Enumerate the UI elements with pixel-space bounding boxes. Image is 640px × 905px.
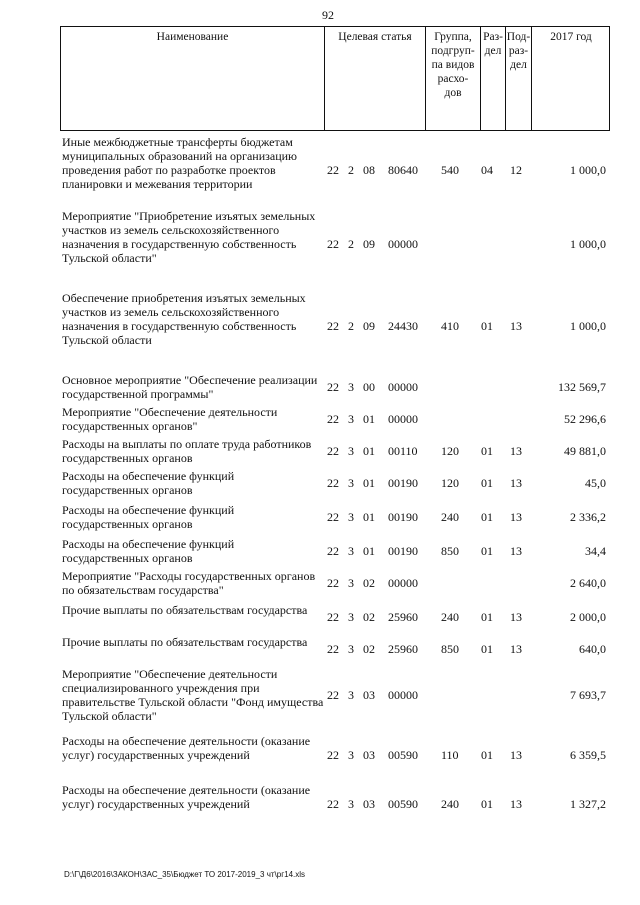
code-program: 22 — [327, 510, 339, 524]
code-event: 01 — [363, 476, 375, 490]
amount-2017: 2 640,0 — [570, 576, 606, 590]
code-subprogram: 3 — [348, 642, 354, 656]
code-program: 22 — [327, 544, 339, 558]
amount-2017: 49 881,0 — [564, 444, 606, 458]
row-name: Прочие выплаты по обязательствам государства — [62, 603, 308, 617]
code-subprogram: 3 — [348, 444, 354, 458]
file-path-footer: D:\Г\Д6\2016\ЗАКОН\ЗАС_35\Бюджет ТО 2017-2019_3 чт\рг14.xls — [64, 870, 306, 879]
code-event: 02 — [363, 610, 375, 624]
header-year-2017: 2017 год — [550, 31, 592, 43]
code-program: 22 — [327, 748, 339, 762]
code-direction: 00000 — [388, 688, 418, 702]
code-direction: 00000 — [388, 412, 418, 426]
row-name: Расходы на выплаты по оплате труда работников государственных органов — [62, 437, 312, 465]
section: 01 — [481, 748, 493, 762]
expense-group: 110 — [441, 748, 459, 762]
code-direction: 00190 — [388, 544, 418, 558]
header-subsection: Под- раз- дел — [506, 27, 532, 130]
expense-group: 120 — [441, 476, 459, 490]
code-program: 22 — [327, 610, 339, 624]
section: 01 — [481, 610, 493, 624]
code-subprogram: 2 — [348, 319, 354, 333]
amount-2017: 6 359,5 — [570, 748, 606, 762]
expense-group: 120 — [441, 444, 459, 458]
code-event: 02 — [363, 576, 375, 590]
code-event: 09 — [363, 319, 375, 333]
subsection: 13 — [510, 319, 522, 333]
row-name: Иные межбюджетные трансферты бюджетам муниципальных образований на организацию проведения работ по разработке проектов планировки и межевания территории — [62, 135, 297, 191]
code-direction: 25960 — [388, 642, 418, 656]
code-subprogram: 2 — [348, 237, 354, 251]
code-event: 09 — [363, 237, 375, 251]
subsection: 13 — [510, 510, 522, 524]
code-program: 22 — [327, 380, 339, 394]
subsection: 13 — [510, 797, 522, 811]
code-event: 03 — [363, 688, 375, 702]
amount-2017: 1 000,0 — [570, 163, 606, 177]
header-section: Раз- дел — [481, 27, 506, 130]
code-event: 02 — [363, 642, 375, 656]
code-direction: 25960 — [388, 610, 418, 624]
table-header — [60, 26, 610, 131]
code-event: 08 — [363, 163, 375, 177]
code-subprogram: 3 — [348, 797, 354, 811]
code-subprogram: 3 — [348, 688, 354, 702]
code-direction: 00190 — [388, 510, 418, 524]
subsection: 13 — [510, 642, 522, 656]
subsection: 13 — [510, 476, 522, 490]
code-direction: 00110 — [388, 444, 418, 458]
row-name: Основное мероприятие "Обеспечение реализации государственной программы" — [62, 373, 318, 401]
amount-2017: 2 000,0 — [570, 610, 606, 624]
section: 01 — [481, 476, 493, 490]
code-program: 22 — [327, 163, 339, 177]
row-name: Мероприятие "Расходы государственных органов по обязательствам государства" — [62, 569, 316, 597]
code-program: 22 — [327, 319, 339, 333]
expense-group: 240 — [441, 510, 459, 524]
code-event: 01 — [363, 510, 375, 524]
code-program: 22 — [327, 444, 339, 458]
subsection: 13 — [510, 610, 522, 624]
code-program: 22 — [327, 476, 339, 490]
header-expense-group: Группа, подгруп- па видов расхо- дов — [426, 27, 481, 130]
code-program: 22 — [327, 237, 339, 251]
code-event: 01 — [363, 412, 375, 426]
section: 01 — [481, 444, 493, 458]
section: 01 — [481, 510, 493, 524]
subsection: 12 — [510, 163, 522, 177]
code-program: 22 — [327, 576, 339, 590]
amount-2017: 2 336,2 — [570, 510, 606, 524]
code-event: 03 — [363, 797, 375, 811]
subsection: 13 — [510, 544, 522, 558]
row-name: Расходы на обеспечение деятельности (оказание услуг) государственных учреждений — [62, 734, 311, 762]
row-name: Расходы на обеспечение функций государственных органов — [62, 469, 235, 497]
code-event: 03 — [363, 748, 375, 762]
expense-group: 410 — [441, 319, 459, 333]
header-name: Наименование — [61, 27, 325, 130]
section: 01 — [481, 797, 493, 811]
amount-2017: 1 327,2 — [570, 797, 606, 811]
row-name: Мероприятие "Приобретение изъятых земельных участков из земель сельскохозяйственного назначения в государственную собственность Тульской области" — [62, 209, 316, 265]
code-program: 22 — [327, 797, 339, 811]
section: 01 — [481, 544, 493, 558]
row-name: Расходы на обеспечение функций государственных органов — [62, 537, 235, 565]
expense-group: 240 — [441, 610, 459, 624]
code-subprogram: 3 — [348, 476, 354, 490]
amount-2017: 1 000,0 — [570, 237, 606, 251]
row-name: Расходы на обеспечение функций государственных органов — [62, 503, 235, 531]
amount-2017: 132 569,7 — [558, 380, 606, 394]
row-name: Обеспечение приобретения изъятых земельных участков из земель сельскохозяйственного назначения в государственную собственность Тульской области — [62, 291, 306, 347]
subsection: 13 — [510, 444, 522, 458]
header-target-article: Целевая статья — [325, 27, 426, 130]
amount-2017: 45,0 — [585, 476, 606, 490]
code-direction: 00000 — [388, 380, 418, 394]
row-name: Расходы на обеспечение деятельности (оказание услуг) государственных учреждений — [62, 783, 311, 811]
amount-2017: 7 693,7 — [570, 688, 606, 702]
code-subprogram: 3 — [348, 412, 354, 426]
section: 01 — [481, 319, 493, 333]
amount-2017: 34,4 — [585, 544, 606, 558]
code-direction: 00000 — [388, 576, 418, 590]
subsection: 13 — [510, 748, 522, 762]
code-subprogram: 3 — [348, 380, 354, 394]
amount-2017: 52 296,6 — [564, 412, 606, 426]
amount-2017: 640,0 — [579, 642, 606, 656]
row-name: Мероприятие "Обеспечение деятельности государственных органов" — [62, 405, 278, 433]
code-direction: 00190 — [388, 476, 418, 490]
code-program: 22 — [327, 688, 339, 702]
page-number: 92 — [322, 8, 334, 22]
expense-group: 540 — [441, 163, 459, 177]
row-name: Прочие выплаты по обязательствам государства — [62, 635, 308, 649]
code-subprogram: 3 — [348, 748, 354, 762]
code-event: 00 — [363, 380, 375, 394]
code-direction: 80640 — [388, 163, 418, 177]
code-subprogram: 3 — [348, 576, 354, 590]
expense-group: 240 — [441, 797, 459, 811]
section: 01 — [481, 642, 493, 656]
code-direction: 24430 — [388, 319, 418, 333]
code-direction: 00000 — [388, 237, 418, 251]
code-program: 22 — [327, 642, 339, 656]
row-name: Мероприятие "Обеспечение деятельности специализированного учреждения при правительстве Тульской области "Фонд имущества Тульской области" — [62, 667, 324, 723]
code-direction: 00590 — [388, 748, 418, 762]
code-event: 01 — [363, 444, 375, 458]
code-subprogram: 3 — [348, 544, 354, 558]
code-program: 22 — [327, 412, 339, 426]
amount-2017: 1 000,0 — [570, 319, 606, 333]
section: 04 — [481, 163, 493, 177]
expense-group: 850 — [441, 544, 459, 558]
code-event: 01 — [363, 544, 375, 558]
code-direction: 00590 — [388, 797, 418, 811]
expense-group: 850 — [441, 642, 459, 656]
code-subprogram: 3 — [348, 610, 354, 624]
code-subprogram: 2 — [348, 163, 354, 177]
code-subprogram: 3 — [348, 510, 354, 524]
